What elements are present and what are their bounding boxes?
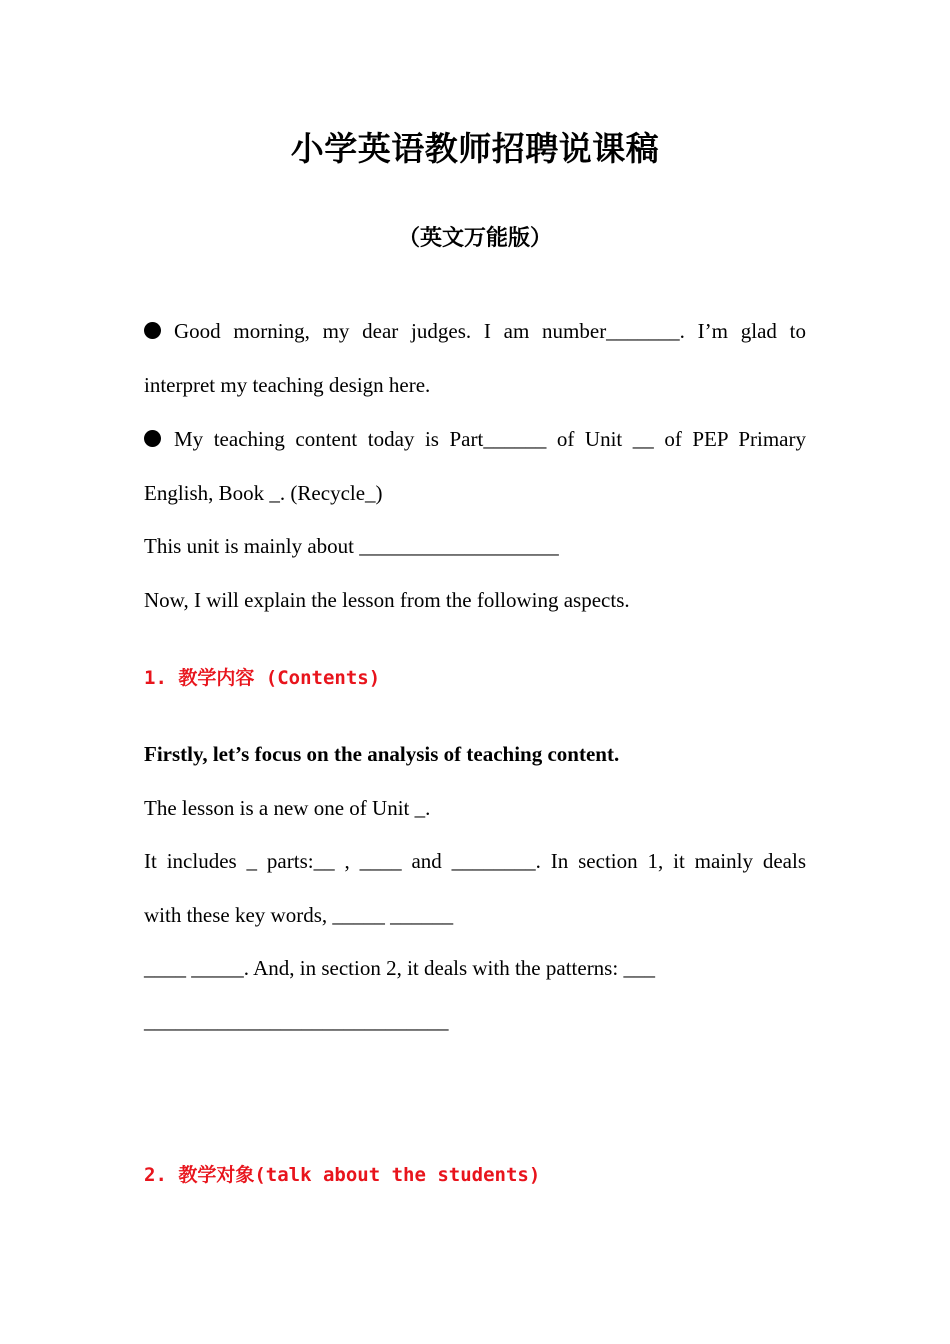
bullet-dot-icon [144, 322, 161, 339]
section-2-heading: 2. 教学对象(talk about the students) [144, 1164, 541, 1186]
document-title: 小学英语教师招聘说课稿 [290, 129, 660, 168]
parts-text: It includes _ parts:__ , ____ and ________. In section 1, it mainly deals [144, 849, 806, 873]
document-subtitle: （英文万能版） [397, 226, 552, 251]
section-1-line-4: ____ _____. And, in section 2, it deals with the patterns: ___ [144, 956, 655, 980]
section-1-line-1: The lesson is a new one of Unit _. [144, 796, 431, 820]
bullet-dot-icon [144, 430, 161, 447]
section-1-line-3: with these key words, _____ ______ [144, 903, 454, 927]
bullet-2-line-1 [144, 426, 806, 452]
section-1-heading: 1. 教学内容 (Contents) [144, 667, 381, 689]
unit-about-line: This unit is mainly about ___________________ [144, 534, 559, 558]
bullet-2-line-2: English, Book _. (Recycle_) [144, 481, 383, 505]
bullet-1-line-2: interpret my teaching design here. [144, 373, 431, 397]
greeting-text: Good morning, my dear judges. I am number_______. I’m glad to [174, 319, 806, 343]
section-1-line-2 [144, 848, 806, 874]
section-1-lead: Firstly, let’s focus on the analysis of teaching content. [144, 742, 620, 766]
content-text: My teaching content today is Part______ of Unit __ of PEP Primary [174, 427, 806, 451]
bullet-1-line-1 [144, 318, 806, 344]
section-1-line-5: _____________________________ [144, 1009, 449, 1033]
explain-line: Now, I will explain the lesson from the following aspects. [144, 588, 630, 612]
